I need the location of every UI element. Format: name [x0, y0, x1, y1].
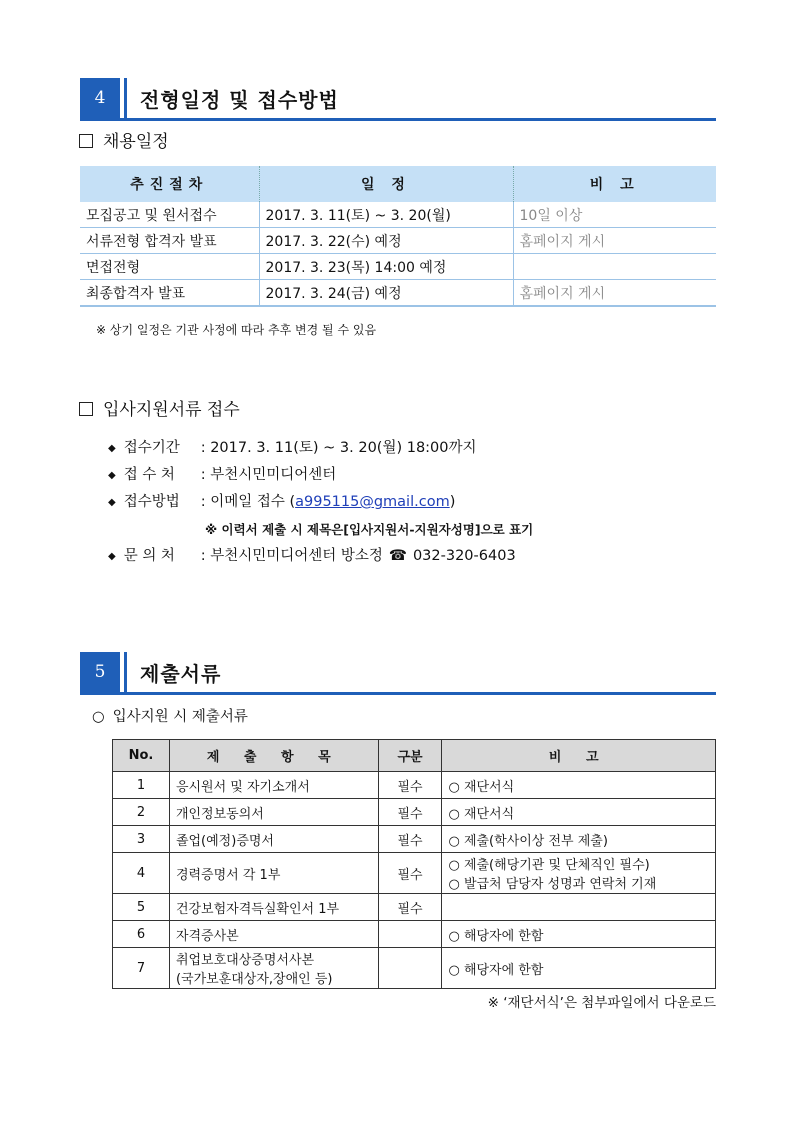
table-row [113, 948, 716, 989]
no-cell: 2 [113, 799, 170, 826]
column-header: No. [113, 740, 170, 772]
place-value: : 부천시민미디어센터 [200, 467, 337, 483]
type-cell: 필수 [378, 772, 442, 799]
section-title: 전형일정 및 접수방법 [140, 88, 339, 112]
note-line: ○ 발급처 담당자 성명과 연락처 기재 [448, 877, 657, 892]
note-cell: ○ 재단서식 [442, 772, 716, 799]
type-cell: 필수 [378, 853, 442, 894]
method-suffix: ) [449, 494, 456, 510]
no-cell: 1 [113, 772, 170, 799]
table-row [80, 228, 716, 254]
item-cell [169, 948, 378, 989]
step-cell: 면접전형 [80, 254, 259, 280]
type-cell: 필수 [378, 894, 442, 921]
item-cell: 건강보험자격득실확인서 1부 [169, 894, 378, 921]
documents-heading: ○ 입사지원 시 제출서류 [92, 709, 248, 725]
no-cell: 4 [113, 853, 170, 894]
place-label: 접 수 처 [123, 467, 175, 483]
no-cell: 3 [113, 826, 170, 853]
table-row [113, 772, 716, 799]
list-item [108, 489, 533, 516]
type-cell [378, 921, 442, 948]
column-header: 비 고 [513, 166, 716, 202]
item-line: 취업보호대상증명서사본 [175, 953, 315, 968]
table-row [113, 826, 716, 853]
method-note: ※ 이력서 제출 시 제목은[입사지원서-지원자성명]으로 표기 [205, 522, 534, 537]
item-line: (국가보훈대상자,장애인 등) [175, 972, 333, 987]
email-link[interactable]: a995115@gmail.com [295, 494, 450, 510]
section-number: 4 [80, 78, 120, 118]
note-cell [513, 254, 716, 280]
column-header: 구분 [378, 740, 442, 772]
list-item [108, 543, 533, 570]
diamond-bullet-icon: ◆ [108, 470, 116, 481]
circle-bullet-icon: ○ [92, 709, 105, 725]
method-prefix: : 이메일 접수 ( [200, 494, 296, 510]
application-heading: 입사지원서류 접수 [79, 395, 240, 420]
documents-table [112, 739, 716, 989]
application-info [108, 435, 533, 570]
table-row [113, 799, 716, 826]
phone-icon: ☎ [388, 548, 407, 564]
table-row [113, 853, 716, 894]
note-cell [442, 853, 716, 894]
note-cell: 홈페이지 게시 [513, 228, 716, 254]
table-header-row [80, 166, 716, 202]
contact-value: : 부천시민미디어센터 방소정 [200, 548, 383, 564]
contact-phone: 032-320-6403 [412, 548, 516, 564]
diamond-bullet-icon: ◆ [108, 497, 116, 508]
date-cell: 2017. 3. 11(토) ~ 3. 20(월) [259, 202, 513, 228]
type-cell: 필수 [378, 826, 442, 853]
note-cell: 홈페이지 게시 [513, 280, 716, 307]
column-header: 일 정 [259, 166, 513, 202]
column-header: 추진절차 [80, 166, 259, 202]
no-cell: 6 [113, 921, 170, 948]
diamond-bullet-icon: ◆ [108, 551, 116, 562]
note-cell: ○ 해당자에 한함 [442, 948, 716, 989]
table-row [113, 921, 716, 948]
note-cell: ○ 해당자에 한함 [442, 921, 716, 948]
diamond-bullet-icon: ◆ [108, 443, 116, 454]
note-line: ○ 제출(해당기관 및 단체직인 필수) [448, 858, 650, 873]
step-cell: 서류전형 합격자 발표 [80, 228, 259, 254]
item-cell: 개인정보동의서 [169, 799, 378, 826]
period-value: : 2017. 3. 11(토) ~ 3. 20(월) 18:00까지 [200, 440, 477, 456]
schedule-table [80, 166, 716, 307]
section-5-header [80, 652, 716, 694]
method-label: 접수방법 [123, 494, 180, 510]
date-cell: 2017. 3. 24(금) 예정 [259, 280, 513, 307]
item-cell: 자격증사본 [169, 921, 378, 948]
list-item [108, 462, 533, 489]
no-cell: 5 [113, 894, 170, 921]
section-underline [80, 692, 716, 695]
schedule-heading: 채용일정 [79, 127, 169, 152]
type-cell [378, 948, 442, 989]
date-cell: 2017. 3. 22(수) 예정 [259, 228, 513, 254]
section-number: 5 [80, 652, 120, 692]
section-title: 제출서류 [140, 662, 222, 686]
period-label: 접수기간 [123, 440, 180, 456]
schedule-footnote: ※ 상기 일정은 기관 사정에 따라 추후 변경 될 수 있음 [96, 323, 377, 337]
date-cell: 2017. 3. 23(목) 14:00 예정 [259, 254, 513, 280]
no-cell: 7 [113, 948, 170, 989]
step-cell: 최종합격자 발표 [80, 280, 259, 307]
section-bar [124, 652, 127, 692]
note-cell: ○ 제출(학사이상 전부 제출) [442, 826, 716, 853]
checkbox-square-icon [79, 402, 93, 416]
table-row [80, 202, 716, 228]
table-header-row [113, 740, 716, 772]
item-cell: 경력증명서 각 1부 [169, 853, 378, 894]
step-cell: 모집공고 및 원서접수 [80, 202, 259, 228]
type-cell: 필수 [378, 799, 442, 826]
note-cell [442, 894, 716, 921]
table-row [113, 894, 716, 921]
checkbox-square-icon [79, 134, 93, 148]
list-item [108, 435, 533, 462]
table-row [80, 254, 716, 280]
column-header: 제 출 항 목 [169, 740, 378, 772]
contact-label: 문 의 처 [123, 548, 175, 564]
item-cell: 응시원서 및 자기소개서 [169, 772, 378, 799]
documents-footnote: ※ ‘재단서식’은 첨부파일에서 다운로드 [487, 995, 716, 1011]
section-4-header [80, 78, 716, 120]
section-underline [80, 118, 716, 121]
item-cell: 졸업(예정)증명서 [169, 826, 378, 853]
note-cell: 10일 이상 [513, 202, 716, 228]
section-bar [124, 78, 127, 118]
column-header: 비 고 [442, 740, 716, 772]
table-row [80, 280, 716, 307]
note-cell: ○ 재단서식 [442, 799, 716, 826]
